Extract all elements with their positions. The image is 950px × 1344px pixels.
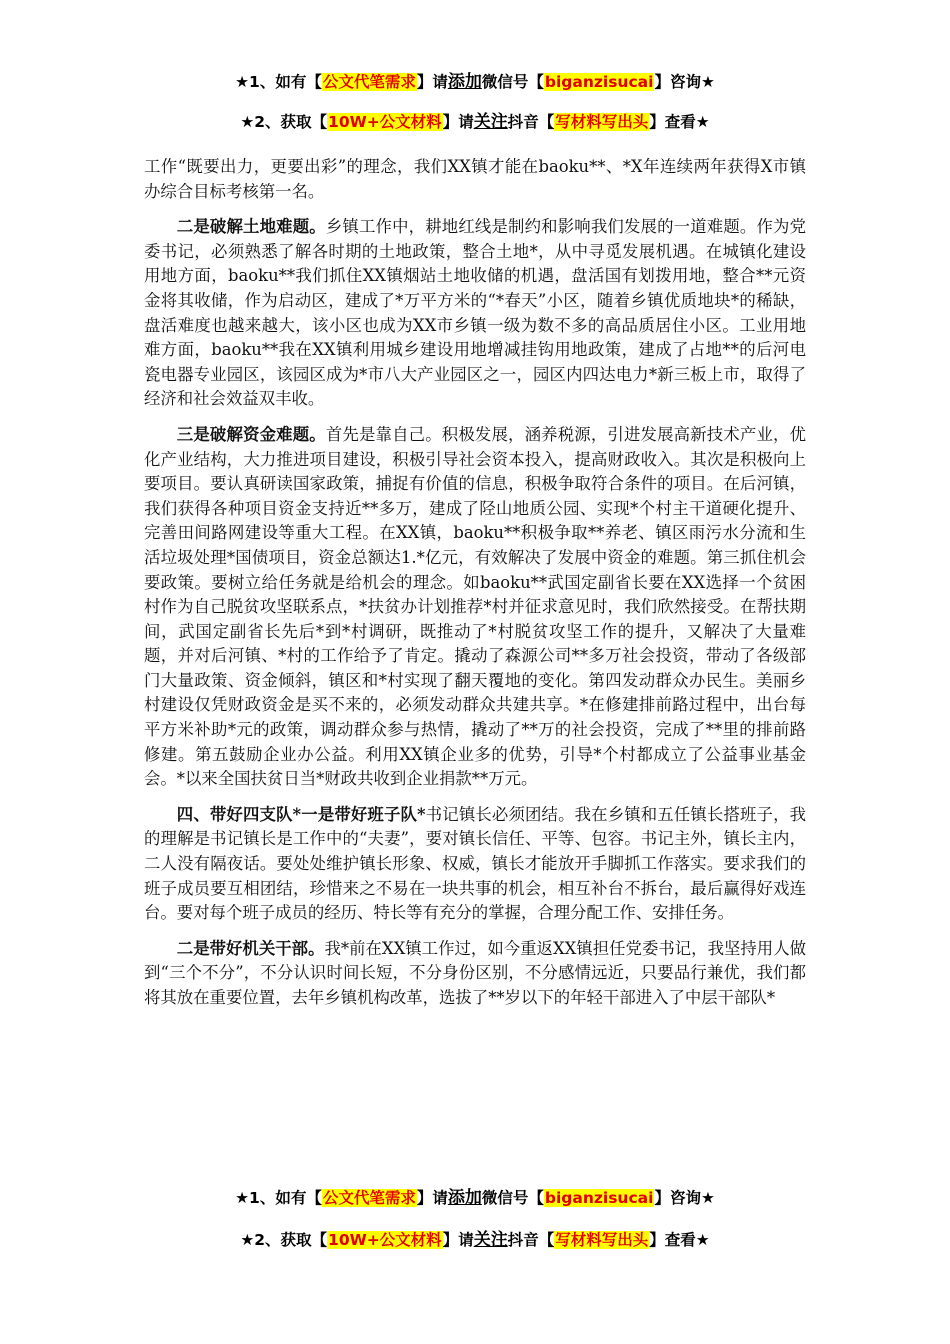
banner-text: 】请: [442, 1231, 474, 1249]
banner-text: ★2、获取【: [240, 1231, 328, 1249]
banner-text: ★1、如有【: [235, 1189, 322, 1207]
banner-text: 】请: [442, 113, 474, 131]
banner-text: 】请: [416, 1189, 448, 1207]
banner-text: 】咨询★: [654, 73, 715, 91]
paragraph-5-heading: 二是带好机关干部。: [176, 938, 325, 958]
highlight-service: 公文代笔需求: [322, 73, 416, 91]
footer-banner-line-1: [0, 1187, 950, 1209]
add-link[interactable]: 添加: [447, 1188, 482, 1208]
paragraph-3-text: 首先是靠自己。积极发展，涵养税源，引进发展高新技术产业，优化产业结构，大力推进项目建设，积极引导社会资本投入，提高财政收入。其次是积极向上要项目。要认真研读国家政策，捕捉有价值的信息，积极争取符合条件的项目。在后河镇，我们获得各种项目资金支持近**多万，建成了陉山地质公园、实现*个村主干道硬化提升、完善田间路网建设等重大工程。在XX镇，baoku**积极争取**养老、镇区雨污水分流和生活垃圾处理*国债项目，资金总额达1.*亿元，有效解决了发展中资金的难题。第三抓住机会要政策。要树立给任务就是给机会的理念。如baoku**武国定副省长要在XX选择一个贫困村作为自己脱贫攻坚联系点，*扶贫办计划推荐*村并征求意见时，我们欣然接受。在帮扶期间，武国定副省长先后*到*村调研，既推动了*村脱贫攻坚工作的提升，又解决了大量难题，并对后河镇、*村的工作给予了肯定。撬动了森源公司**多万社会投资，带动了各级部门大量政策、资金倾斜，镇区和*村实现了翻天覆地的变化。第四发动群众办民生。美丽乡村建设仅凭财政资金是买不来的，必须发动群众共建共享。*在修建排前路过程中，出台每平方米补助*元的政策，调动群众参与热情，撬动了**万的社会投资，完成了**里的排前路修建。第五鼓励企业办公益。利用XX镇企业多的优势，引导*个村都成立了公益事业基金会。*以来全国扶贫日当*财政共收到企业捐款**万元。: [144, 424, 806, 789]
add-link[interactable]: 添加: [447, 72, 482, 92]
document-body: [144, 155, 806, 1022]
banner-text: 】咨询★: [654, 1189, 715, 1207]
paragraph-2: [144, 215, 806, 412]
highlight-materials: 10W+公文材料: [328, 1231, 442, 1249]
highlight-douyin-id: 写材料写出头: [555, 113, 649, 131]
header-banner-line-2: [0, 111, 950, 133]
follow-link[interactable]: 关注: [473, 1230, 508, 1250]
header-banner-line-1: [0, 71, 950, 93]
banner-text: 抖音【: [507, 1231, 555, 1249]
follow-link[interactable]: 关注: [473, 112, 508, 132]
paragraph-4-heading: 四、带好四支队*一是带好班子队*: [176, 804, 426, 824]
highlight-service: 公文代笔需求: [322, 1189, 416, 1207]
banner-text: 微信号【: [481, 73, 544, 91]
paragraph-4: [144, 803, 806, 926]
footer-banner-line-2: [0, 1229, 950, 1251]
highlight-wechat-id: biganzisucai: [544, 73, 654, 91]
banner-text: 抖音【: [507, 113, 555, 131]
paragraph-3: [144, 423, 806, 792]
highlight-materials: 10W+公文材料: [328, 113, 442, 131]
banner-text: 】查看★: [649, 1231, 710, 1249]
paragraph-5: [144, 937, 806, 1011]
banner-text: 】查看★: [649, 113, 710, 131]
paragraph-3-heading: 三是破解资金难题。: [176, 424, 326, 444]
paragraph-2-heading: 二是破解土地难题。: [176, 217, 326, 237]
paragraph-2-text: 乡镇工作中，耕地红线是制约和影响我们发展的一道难题。作为党委书记，必须熟悉了解各时期的土地政策，整合土地*，从中寻觅发展机遇。在城镇化建设用地方面，baoku**我们抓住XX镇烟站土地收储的机遇，盘活国有划拨用地，整合**元资金将其收储，作为启动区，建成了*万平方米的“*春天”小区，随着乡镇优质地块*的稀缺，盘活难度也越来越大，该小区也成为XX市乡镇一级为数不多的高品质居住小区。工业用地难方面，baoku**我在XX镇利用城乡建设用地增减挂钩用地政策，建成了占地**的后河电瓷电器专业园区，该园区成为*市八大产业园区之一，园区内四达电力*新三板上市，取得了经济和社会效益双丰收。: [144, 217, 806, 409]
banner-text: 】请: [416, 73, 448, 91]
paragraph-4-text: 书记镇长必须团结。我在乡镇和五任镇长搭班子，我的理解是书记镇长是工作中的“夫妻”，要对镇长信任、平等、包容。书记主外，镇长主内，二人没有隔夜话。要处处维护镇长形象、权威，镇长才能放开手脚抓工作落实。要求我们的班子成员要互相团结，珍惜来之不易在一块共事的机会，相互补台不拆台，最后赢得好戏连台。要对每个班子成员的经历、特长等有充分的掌握，合理分配工作、安排任务。: [144, 804, 806, 923]
banner-text: ★1、如有【: [235, 73, 322, 91]
banner-text: 微信号【: [481, 1189, 544, 1207]
banner-text: ★2、获取【: [240, 113, 328, 131]
highlight-wechat-id: biganzisucai: [544, 1189, 654, 1207]
highlight-douyin-id: 写材料写出头: [555, 1231, 649, 1249]
paragraph-5-text: 我*前在XX镇工作过，如今重返XX镇担任党委书记，我坚持用人做到“三个不分”，不分认识时间长短，不分身份区别，不分感情远近，只要品行兼优，我们都将其放在重要位置，去年乡镇机构改革，选拔了**岁以下的年轻干部进入了中层干部队*: [144, 938, 807, 1007]
paragraph-1: 工作“既要出力，更要出彩”的理念，我们XX镇才能在baoku**、*X年连续两年获得X市镇办综合目标考核第一名。: [144, 157, 806, 201]
